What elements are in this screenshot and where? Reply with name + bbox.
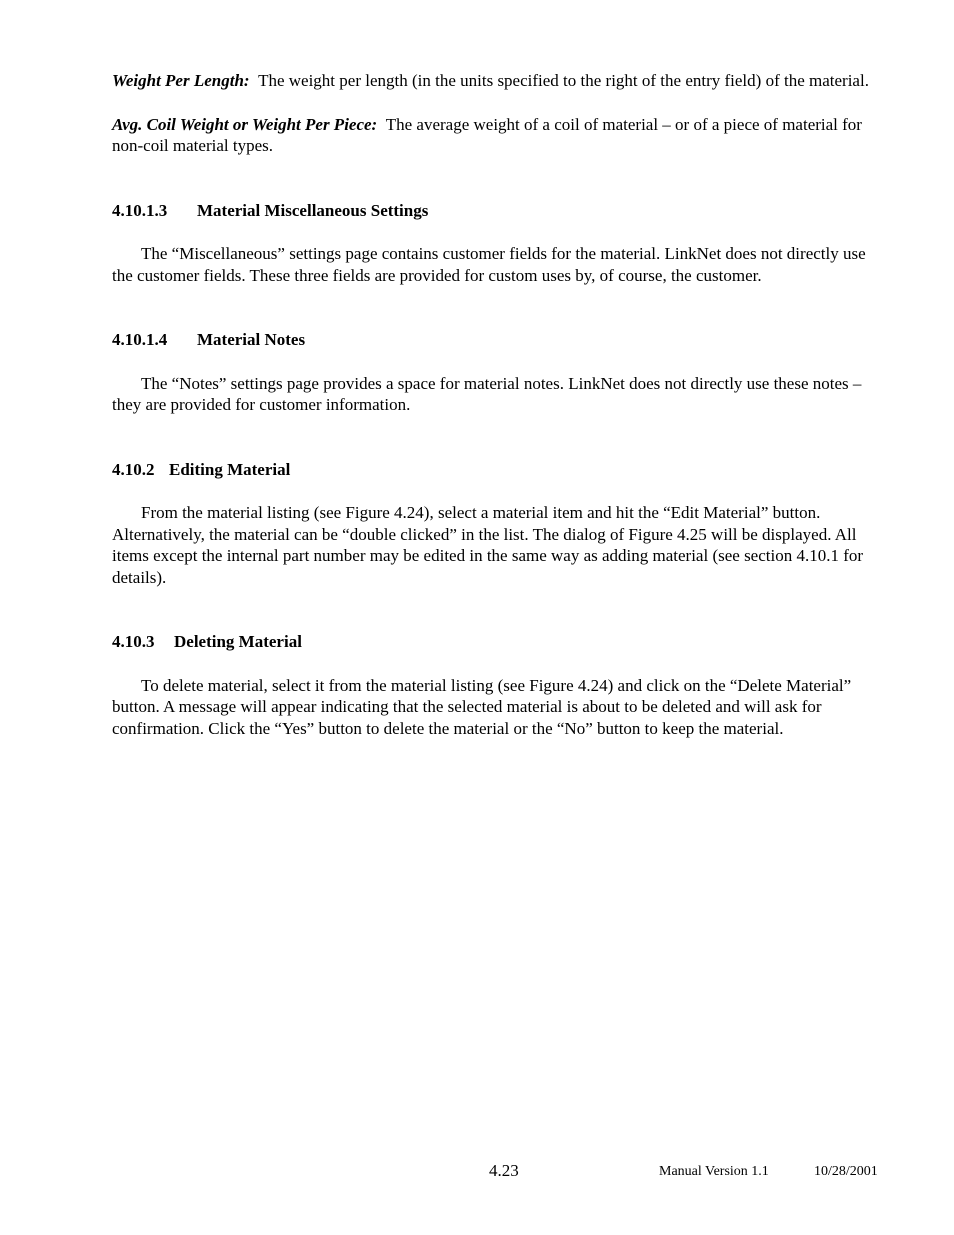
page-footer	[0, 1160, 954, 1184]
section-title: Material Notes	[197, 330, 306, 349]
section-body-editing-material: From the material listing (see Figure 4.24), select a material item and hit the “Edit Material” button. Alternatively, the material can be “double clicked” in the list. The dialog of Figure 4.25 will be displayed. All items except the internal part number may be edited in the same way as adding material (see section 4.10.1 for details).	[112, 503, 864, 587]
section-title: Material Miscellaneous Settings	[197, 200, 429, 220]
section-heading-editing-material	[112, 459, 890, 481]
section-heading-material-misc-settings	[112, 200, 890, 222]
manual-version: Manual Version 1.1	[659, 1164, 769, 1179]
section-body-material-notes: The “Notes” settings page provides a space for material notes. LinkNet does not directly use these notes – they are provided for customer information.	[112, 373, 862, 414]
definition-text: The average weight of a coil of material – or of a piece of material for non-coil material types.	[112, 114, 862, 155]
section-body-deleting-material: To delete material, select it from the material listing (see Figure 4.24) and click on the “Delete Material” button. A message will appear indicating that the selected material is about to be deleted and will ask for confirmation. Click the “Yes” button to delete the material or the “No” button to keep the material.	[112, 675, 852, 738]
manual-date: 10/28/2001	[814, 1164, 878, 1179]
definition-avg-coil-weight	[112, 114, 890, 157]
page-number: 4.23	[489, 1161, 519, 1180]
document-page	[112, 70, 890, 739]
section-number: 4.10.2	[112, 459, 155, 479]
section-number: 4.10.1.4	[112, 330, 168, 349]
section-number: 4.10.3	[112, 632, 155, 651]
section-heading-material-notes	[112, 329, 890, 351]
definition-term: Avg. Coil Weight or Weight Per Piece:	[112, 114, 378, 134]
section-title: Deleting Material	[174, 632, 302, 651]
section-title: Editing Material	[169, 459, 291, 479]
definition-term: Weight Per Length:	[112, 71, 250, 90]
definition-weight-per-length	[112, 70, 890, 92]
section-number: 4.10.1.3	[112, 200, 168, 220]
definition-text: The weight per length (in the units specified to the right of the entry field) of the material.	[258, 71, 869, 90]
section-body-material-misc-settings: The “Miscellaneous” settings page contains customer fields for the material. LinkNet does not directly use the customer fields. These three fields are provided for custom uses by, of course, the customer.	[112, 244, 866, 285]
section-heading-deleting-material	[112, 631, 890, 653]
